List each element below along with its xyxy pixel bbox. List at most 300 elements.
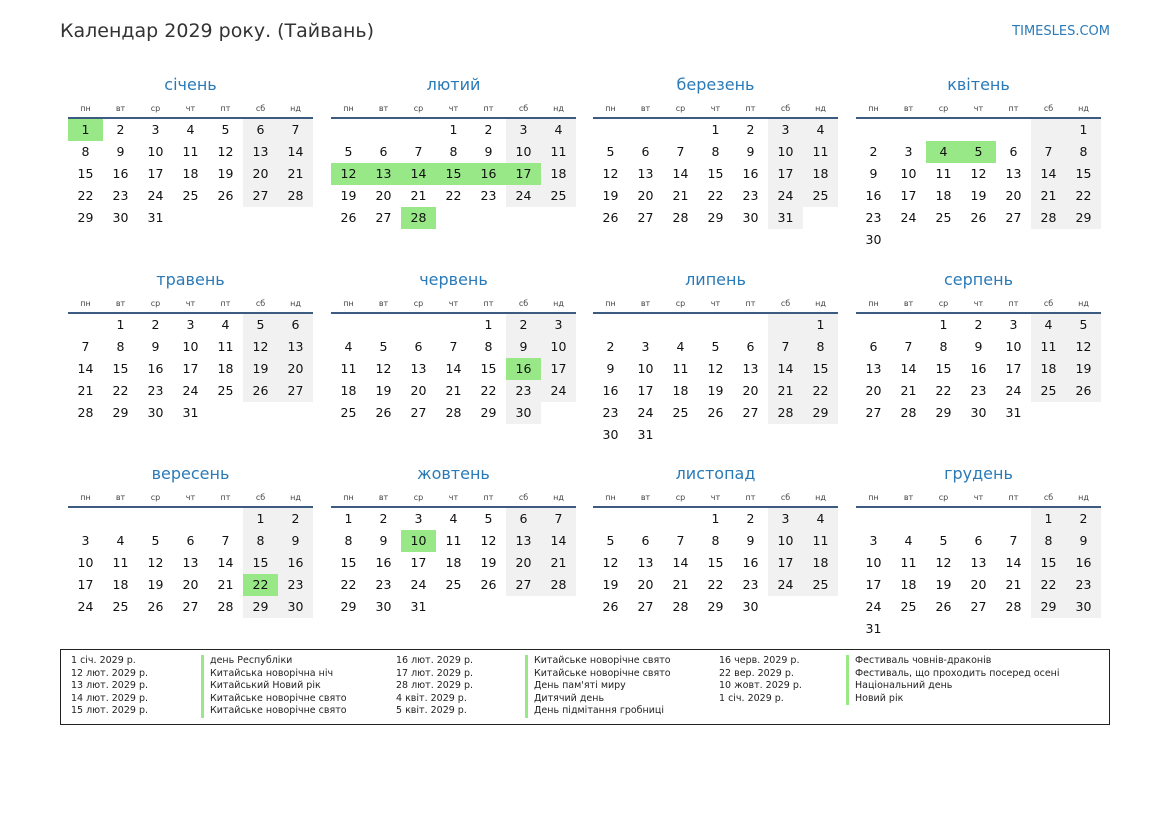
day-cell: 5 [243,314,278,336]
day-cell: 17 [541,358,576,380]
day-cell: 21 [445,383,462,398]
weekday-label: нд [290,298,301,308]
day-cell: 30 [375,599,392,614]
weekday-label: пт [220,298,231,308]
day-cell: 18 [340,383,357,398]
day-cell: 13 [506,530,541,552]
day-cell: 16 [1066,552,1101,574]
weekday-label: чт [448,492,459,502]
day-cell: 3 [1009,317,1018,332]
holiday-day: 28 [401,207,436,229]
weekday-label: пн [605,492,616,502]
day-cell: 13 [865,361,882,376]
day-cell: 12 [480,533,497,548]
day-cell: 29 [1031,596,1066,618]
day-cell: 9 [151,339,160,354]
day-cell: 8 [344,533,353,548]
day-cell: 22 [1066,185,1101,207]
day-cell: 29 [935,405,952,420]
day-cell: 18 [182,166,199,181]
day-cell: 15 [707,555,724,570]
weekday-label: нд [815,492,826,502]
empty-cell [856,508,891,530]
day-cell: 31 [147,210,164,225]
weekday-label: ср [675,298,686,308]
day-cell: 20 [243,163,278,185]
day-cell: 30 [602,427,619,442]
empty-cell [926,229,961,251]
empty-cell [208,508,243,530]
day-cell: 12 [1066,336,1101,358]
empty-cell [1066,229,1101,251]
weekday-label: нд [1078,103,1089,113]
weekday-label: вт [378,298,389,308]
day-cell: 23 [970,383,987,398]
weekday-label: пт [220,492,231,502]
day-cell: 6 [746,339,755,354]
day-cell: 25 [935,210,952,225]
weekday-label: сб [518,103,529,113]
empty-cell [768,596,803,618]
day-cell: 11 [217,339,234,354]
month-name: листопад [675,464,756,483]
legend-date: 22 вер. 2029 р. [719,667,794,679]
empty-cell [961,119,996,141]
day-cell: 25 [803,574,838,596]
day-cell: 22 [803,380,838,402]
weekday-label: сб [1043,298,1054,308]
day-cell: 24 [900,210,917,225]
days-grid [856,314,1101,424]
empty-cell [401,119,436,141]
day-cell: 16 [742,555,759,570]
day-cell: 10 [1005,339,1022,354]
day-cell: 24 [768,574,803,596]
day-cell: 14 [900,361,917,376]
holiday-day: 12 [331,163,366,185]
day-cell: 10 [506,141,541,163]
weekday-label: пт [745,298,756,308]
day-cell: 12 [147,555,164,570]
day-cell: 3 [151,122,160,137]
day-cell: 6 [186,533,195,548]
day-cell: 13 [410,361,427,376]
empty-cell [628,508,663,530]
day-cell: 4 [344,339,353,354]
legend-date: 10 жовт. 2029 р. [719,680,802,692]
day-cell: 23 [506,380,541,402]
day-cell: 19 [602,577,619,592]
day-cell: 18 [541,163,576,185]
day-cell: 30 [147,405,164,420]
empty-cell [278,207,313,229]
day-cell: 12 [243,336,278,358]
weekday-label: вт [640,492,651,502]
day-cell: 3 [186,317,195,332]
day-cell: 17 [900,188,917,203]
day-cell: 2 [1066,508,1101,530]
day-cell: 3 [414,511,423,526]
weekday-label: ср [150,298,161,308]
day-cell: 8 [81,144,90,159]
day-cell: 25 [182,188,199,203]
days-grid [856,119,1101,251]
day-cell: 28 [768,402,803,424]
empty-cell [803,424,838,446]
holiday-day: 10 [401,530,436,552]
empty-cell [961,508,996,530]
empty-cell [243,402,278,424]
day-cell: 16 [278,552,313,574]
holiday-day: 15 [436,163,471,185]
weekday-header [856,99,1101,119]
month-4 [856,74,1101,251]
empty-cell [663,424,698,446]
day-cell: 2 [484,122,493,137]
empty-cell [768,314,803,336]
day-cell: 22 [707,577,724,592]
empty-cell [436,314,471,336]
day-cell: 12 [602,166,619,181]
weekday-label: сб [518,492,529,502]
day-cell: 8 [711,533,720,548]
weekday-label: пн [343,298,354,308]
day-cell: 24 [1005,383,1022,398]
weekday-label: нд [290,492,301,502]
empty-cell [891,229,926,251]
day-cell: 7 [1031,141,1066,163]
day-cell: 6 [641,533,650,548]
day-cell: 11 [900,555,917,570]
day-cell: 24 [637,405,654,420]
weekday-label: вт [115,103,126,113]
site-link[interactable]: TIMESLES.COM [1012,24,1110,39]
empty-cell [68,314,103,336]
weekday-label: пн [868,492,879,502]
weekday-label: пн [343,492,354,502]
legend-holiday-name: Китайське новорічне свято [525,668,671,681]
day-cell: 26 [1066,380,1101,402]
empty-cell [436,596,471,618]
day-cell: 7 [768,336,803,358]
empty-cell [541,207,576,229]
weekday-label: пт [220,103,231,113]
day-cell: 24 [506,185,541,207]
day-cell: 5 [221,122,230,137]
day-cell: 9 [116,144,125,159]
day-cell: 31 [865,621,882,636]
day-cell: 30 [112,210,129,225]
day-cell: 19 [375,383,392,398]
day-cell: 7 [81,339,90,354]
weekday-header [68,294,313,314]
days-grid [68,314,313,424]
day-cell: 8 [484,339,493,354]
day-cell: 6 [243,119,278,141]
empty-cell [593,508,628,530]
day-cell: 10 [182,339,199,354]
empty-cell [173,508,208,530]
day-cell: 2 [746,122,755,137]
empty-cell [856,119,891,141]
day-cell: 4 [676,339,685,354]
legend-holiday-name: Національний день [846,680,952,693]
holiday-day: 17 [506,163,541,185]
weekday-label: пт [1008,298,1019,308]
day-cell: 7 [1009,533,1018,548]
weekday-label: вт [378,103,389,113]
weekday-label: чт [973,103,984,113]
day-cell: 28 [278,185,313,207]
day-cell: 29 [480,405,497,420]
empty-cell [1031,402,1066,424]
day-cell: 26 [147,599,164,614]
day-cell: 6 [869,339,878,354]
day-cell: 11 [672,361,689,376]
days-grid [68,508,313,618]
day-cell: 14 [768,358,803,380]
month-name: грудень [944,464,1013,483]
month-name: травень [156,270,225,289]
empty-cell [891,618,926,640]
day-cell: 15 [243,552,278,574]
legend-holiday-name: Новий рік [846,693,903,706]
day-cell: 16 [865,188,882,203]
empty-cell [506,596,541,618]
day-cell: 16 [147,361,164,376]
empty-cell [961,229,996,251]
day-cell: 10 [900,166,917,181]
day-cell: 29 [803,402,838,424]
day-cell: 21 [672,577,689,592]
legend-date: 17 лют. 2029 р. [396,667,473,679]
empty-cell [208,207,243,229]
day-cell: 21 [217,577,234,592]
day-cell: 15 [340,555,357,570]
weekday-header [856,294,1101,314]
day-cell: 15 [112,361,129,376]
weekday-label: пн [80,492,91,502]
day-cell: 11 [803,141,838,163]
weekday-header [68,488,313,508]
empty-cell [366,314,401,336]
day-cell: 10 [768,530,803,552]
day-cell: 17 [147,166,164,181]
weekday-label: пт [1008,103,1019,113]
day-cell: 6 [414,339,423,354]
day-cell: 23 [602,405,619,420]
weekday-header [593,488,838,508]
empty-cell [1031,229,1066,251]
day-cell: 25 [340,405,357,420]
month-12 [856,463,1101,640]
day-cell: 26 [602,599,619,614]
day-cell: 11 [340,361,357,376]
empty-cell [331,314,366,336]
day-cell: 15 [1031,552,1066,574]
day-cell: 5 [606,144,615,159]
weekday-label: вт [903,492,914,502]
weekday-label: сб [1043,492,1054,502]
weekday-label: нд [815,103,826,113]
day-cell: 8 [1031,530,1066,552]
legend-holiday-name: день Республіки [201,655,292,668]
day-cell: 30 [1066,596,1101,618]
weekday-label: вт [640,103,651,113]
days-grid [331,119,576,229]
day-cell: 17 [1005,361,1022,376]
weekday-header [68,99,313,119]
empty-cell [803,596,838,618]
day-cell: 9 [606,361,615,376]
month-5 [68,269,313,424]
legend-holiday-name: Дитячий день [525,693,604,706]
weekday-header [331,294,576,314]
day-cell: 29 [77,210,94,225]
weekday-label: пн [605,103,616,113]
day-cell: 20 [506,552,541,574]
day-cell: 1 [484,317,493,332]
empty-cell [628,119,663,141]
day-cell: 4 [116,533,125,548]
weekday-label: чт [185,103,196,113]
day-cell: 16 [742,166,759,181]
day-cell: 21 [900,383,917,398]
empty-cell [1031,618,1066,640]
empty-cell [68,508,103,530]
day-cell: 14 [541,530,576,552]
day-cell: 3 [904,144,913,159]
day-cell: 31 [637,427,654,442]
day-cell: 14 [1005,555,1022,570]
day-cell: 21 [1031,185,1066,207]
empty-cell [366,119,401,141]
empty-cell [173,207,208,229]
day-cell: 28 [672,599,689,614]
empty-cell [663,508,698,530]
day-cell: 22 [340,577,357,592]
legend-holiday-name: Фестиваль човнів-драконів [846,655,991,668]
day-cell: 23 [742,188,759,203]
day-cell: 26 [340,210,357,225]
day-cell: 28 [900,405,917,420]
weekday-label: нд [553,298,564,308]
day-cell: 23 [375,577,392,592]
day-cell: 21 [541,552,576,574]
weekday-label: ср [938,492,949,502]
day-cell: 18 [672,383,689,398]
day-cell: 11 [541,141,576,163]
day-cell: 8 [1066,141,1101,163]
day-cell: 11 [445,533,462,548]
weekday-label: чт [185,298,196,308]
day-cell: 16 [970,361,987,376]
day-cell: 27 [410,405,427,420]
empty-cell [208,402,243,424]
empty-cell [698,424,733,446]
day-cell: 21 [410,188,427,203]
weekday-label: нд [553,492,564,502]
day-cell: 1 [939,317,948,332]
weekday-header [856,488,1101,508]
holiday-legend [60,649,1110,725]
weekday-header [593,99,838,119]
month-9 [68,463,313,618]
days-grid [593,314,838,446]
day-cell: 23 [742,577,759,592]
day-cell: 27 [865,405,882,420]
day-cell: 29 [243,596,278,618]
day-cell: 14 [217,555,234,570]
day-cell: 31 [182,405,199,420]
weekday-label: сб [518,298,529,308]
day-cell: 5 [484,511,493,526]
day-cell: 2 [379,511,388,526]
empty-cell [541,402,576,424]
empty-cell [698,314,733,336]
day-cell: 14 [77,361,94,376]
day-cell: 21 [768,380,803,402]
day-cell: 9 [506,336,541,358]
day-cell: 21 [1005,577,1022,592]
day-cell: 17 [77,577,94,592]
day-cell: 19 [707,383,724,398]
day-cell: 20 [278,358,313,380]
day-cell: 18 [217,361,234,376]
day-cell: 2 [151,317,160,332]
empty-cell [733,314,768,336]
day-cell: 5 [1066,314,1101,336]
day-cell: 2 [506,314,541,336]
empty-cell [506,207,541,229]
holiday-day: 16 [506,358,541,380]
day-cell: 17 [865,577,882,592]
legend-holiday-name: Китайська новорічна ніч [201,668,333,681]
day-cell: 14 [278,141,313,163]
day-cell: 3 [768,119,803,141]
day-cell: 28 [77,405,94,420]
weekday-label: нд [290,103,301,113]
day-cell: 19 [970,188,987,203]
days-grid [331,508,576,618]
day-cell: 13 [637,166,654,181]
day-cell: 24 [541,380,576,402]
weekday-label: ср [413,298,424,308]
empty-cell [663,119,698,141]
holiday-day: 5 [961,141,996,163]
day-cell: 28 [1031,207,1066,229]
day-cell: 28 [217,599,234,614]
weekday-label: чт [710,492,721,502]
day-cell: 15 [935,361,952,376]
day-cell: 20 [742,383,759,398]
day-cell: 22 [935,383,952,398]
day-cell: 17 [410,555,427,570]
day-cell: 22 [445,188,462,203]
day-cell: 22 [480,383,497,398]
month-name: серпень [944,270,1013,289]
weekday-header [331,488,576,508]
day-cell: 1 [1031,508,1066,530]
legend-date: 16 черв. 2029 р. [719,655,800,666]
empty-cell [401,314,436,336]
legend-date: 15 лют. 2029 р. [71,705,148,717]
empty-cell [996,618,1031,640]
day-cell: 3 [506,119,541,141]
day-cell: 12 [602,555,619,570]
day-cell: 7 [278,119,313,141]
day-cell: 10 [865,555,882,570]
